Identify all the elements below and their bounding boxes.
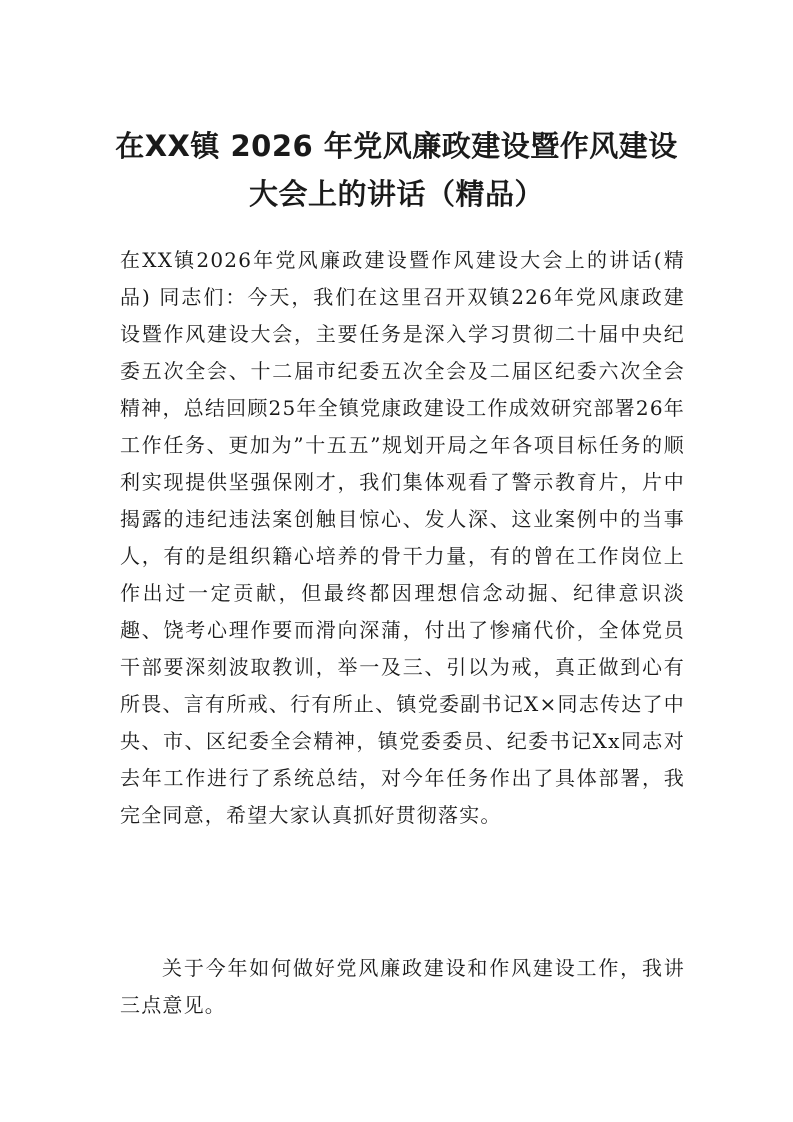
- body-paragraph-transition: 关于今年如何做好党风廉政建设和作风建设工作，我讲三点意见。: [120, 956, 685, 1017]
- document-title-line-1: 在XX镇 2026 年党风廉政建设暨作风建设: [115, 129, 678, 163]
- document-title-line-2: 大会上的讲话（精品）: [248, 177, 544, 211]
- body-paragraph-intro: 在XX镇2026年党风廉政建设暨作风建设大会上的讲话(精品) 同志们：今天，我们在这里召开双镇226年党风康政建设暨作风建设大会，主要任务是深入学习贯彻二十届中央纪委五次全会、十二届市纪委五次全会及二届区纪委六次全会精神，总结回顾25年全镇党康政建设工作成效研究部署26年工作任务、更加为”十五五”规划开局之年各项目标任务的顺利实现提供坚强保刚才，我们集体观看了警示教育片，片中揭露的违纪违法案创触目惊心、发人深、这业案例中的当事人，有的是组织籍心培养的骨干力量，有的曾在工作岗位上作出过一定贡献，但最终都因理想信念动掘、纪律意识淡趣、饶考心理作要而滑向深蒲，付出了惨痛代价，全体党员干部要深刻波取教训，举一及三、引以为戒，真正做到心有所畏、言有所戒、行有所止、镇党委副书记X×同志传达了中央、市、区纪委全会精神，镇党委委员、纪委书记Xx同志对去年工作进行了系统总结，对今年任务作出了具体部署，我完全同意，希望大家认真抓好贯彻落实。: [120, 248, 685, 827]
